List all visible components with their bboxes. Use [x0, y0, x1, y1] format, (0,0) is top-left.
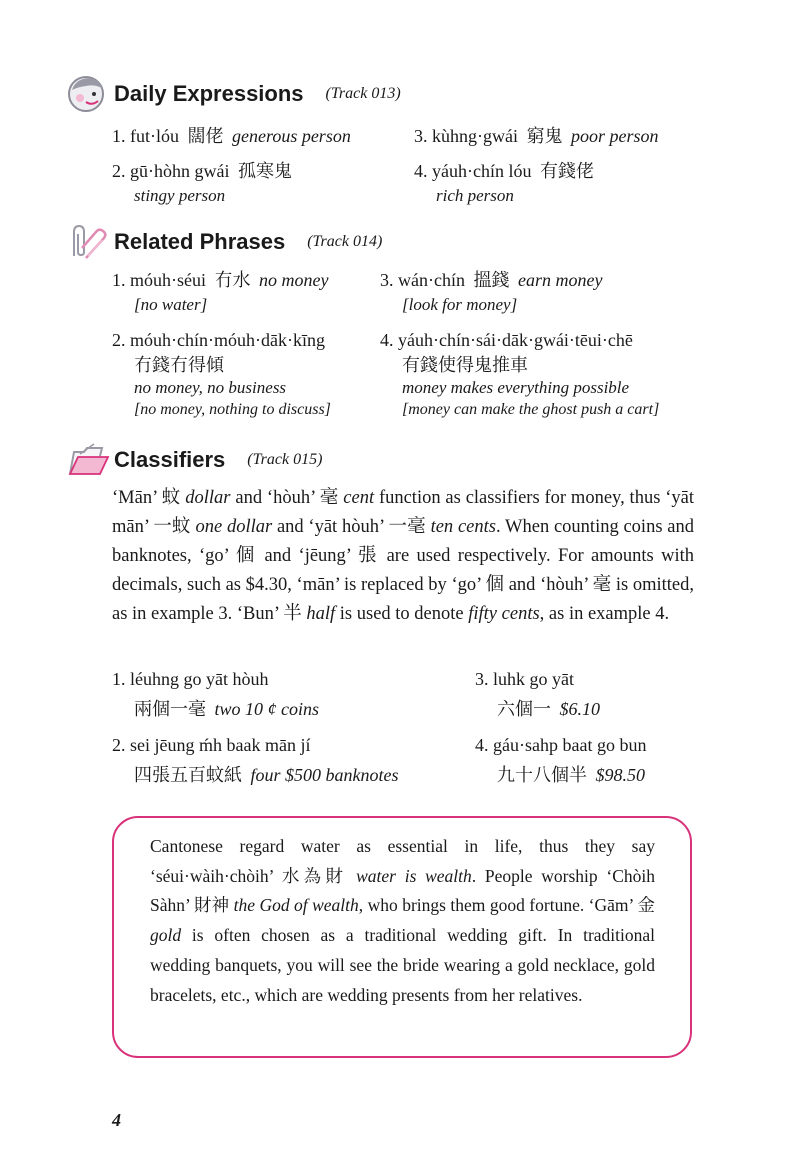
- classifier-example-2-gloss: [134, 763, 399, 787]
- folder-icon: [66, 440, 110, 480]
- chinese-text: 闊佬: [187, 126, 224, 146]
- item-number: 1.: [112, 126, 126, 146]
- daily-item-2: [112, 159, 292, 183]
- classifiers-track: (Track 015): [247, 451, 323, 468]
- english-gloss: two 10 ¢ coins: [214, 699, 320, 719]
- romanization: fut·lóu: [130, 126, 179, 146]
- romanization: móuh·chín·móuh·dāk·kīng: [130, 330, 325, 350]
- item-number: 4.: [414, 161, 428, 181]
- english-gloss: no money: [259, 270, 329, 290]
- paperclip-icon: [66, 222, 110, 262]
- chinese-text: 冇水: [214, 270, 251, 290]
- chinese-text: 搵錢: [473, 270, 510, 290]
- item-number: 2.: [112, 161, 126, 181]
- romanization: kùhng·gwái: [432, 126, 518, 146]
- daily-expressions-title: Daily Expressions: [114, 81, 304, 106]
- item-number: 4.: [475, 735, 489, 755]
- related-item-4-chinese: 有錢使得鬼推車: [402, 355, 528, 375]
- romanization: gū·hòhn gwái: [130, 161, 230, 181]
- daily-item-4: [414, 159, 594, 183]
- item-number: 2.: [112, 735, 126, 755]
- english-gloss: four $500 banknotes: [250, 765, 399, 785]
- english-gloss: earn money: [517, 270, 603, 290]
- cultural-note-text: Cantonese regard water as essential in life, thus they say ‘séui·wàih·chòih’ 水為財 water is wealth. People worship ‘Chòih Sàhn’ 財神 the God of wealth, who brings them good fortune. ‘Gām’ 金 gold is often chosen as a traditional wedding gift. In traditional wedding banquets, you will see the bride wearing a gold necklace, gold bracelets, etc., which are wedding presents from her relatives.: [150, 836, 656, 1005]
- related-phrases-header: [66, 222, 382, 262]
- romanization: yáuh·chín·sái·dāk·gwái·tēui·chē: [398, 330, 633, 350]
- related-item-2: [112, 328, 325, 352]
- classifiers-paragraph: ‘Mān’ 蚊 dollar and ‘hòuh’ 毫 cent function as classifiers for money, thus ‘yāt mān’ 一蚊 one dollar and ‘yāt hòuh’ 一毫 ten cents. When counting coins and banknotes, ‘go’ 個 and ‘jēung’ 張 are used respectively. For amounts with decimals, such as $4.30, ‘mān’ is replaced by ‘go’ 個 and ‘hòuh’ 毫 is omitted, as in example 3. ‘Bun’ 半 half is used to denote fifty cents, as in example 4.: [112, 488, 695, 624]
- related-item-2-english: no money, no business: [134, 378, 287, 397]
- classifier-example-1-gloss: [134, 697, 319, 721]
- romanization: gáu·sahp baat go bun: [493, 735, 647, 755]
- romanization: yáuh·chín lóu: [432, 161, 532, 181]
- item-number: 3.: [475, 669, 489, 689]
- related-item-4-literal: [money can make the ghost push a cart]: [402, 401, 660, 418]
- english-gloss: generous person: [232, 126, 351, 146]
- related-item-2-chinese: 冇錢冇得傾: [134, 355, 224, 375]
- chinese-text: 四張五百蚊紙: [134, 765, 242, 785]
- romanization: léuhng go yāt hòuh: [130, 669, 269, 689]
- related-item-2-literal: [no money, nothing to discuss]: [134, 401, 331, 418]
- english-gloss: $98.50: [595, 765, 645, 785]
- page-number: 4: [112, 1110, 121, 1130]
- related-item-1-literal: [no water]: [134, 295, 208, 314]
- chinese-text: 有錢佬: [539, 161, 594, 181]
- daily-item-3: [414, 124, 659, 148]
- related-item-3-literal: [look for money]: [402, 295, 518, 314]
- chinese-text: 窮鬼: [526, 126, 563, 146]
- daily-item-2-english: stingy person: [134, 186, 226, 205]
- related-item-3: [380, 268, 602, 292]
- face-icon: [66, 74, 110, 114]
- chinese-text: 九十八個半: [497, 765, 587, 785]
- item-number: 2.: [112, 330, 126, 350]
- chinese-text: 孤寒鬼: [237, 161, 292, 181]
- classifier-example-4-gloss: [497, 763, 645, 787]
- english-gloss: poor person: [570, 126, 659, 146]
- classifier-example-3: [475, 667, 574, 691]
- item-number: 1.: [112, 270, 126, 290]
- related-item-4: [380, 328, 633, 352]
- related-item-1: [112, 268, 328, 292]
- daily-item-4-english: rich person: [436, 186, 514, 205]
- classifier-example-4: [475, 733, 646, 757]
- chinese-text: 六個一: [497, 699, 551, 719]
- daily-expressions-track: (Track 013): [325, 85, 401, 102]
- romanization: wán·chín: [398, 270, 465, 290]
- romanization: móuh·séui: [130, 270, 206, 290]
- romanization: luhk go yāt: [493, 669, 574, 689]
- daily-item-1: [112, 124, 351, 148]
- daily-expressions-header: [66, 74, 401, 114]
- item-number: 3.: [414, 126, 428, 146]
- item-number: 3.: [380, 270, 394, 290]
- classifier-example-2: [112, 733, 310, 757]
- classifier-example-3-gloss: [497, 697, 600, 721]
- related-phrases-title: Related Phrases: [114, 229, 286, 254]
- related-item-4-english: money makes everything possible: [402, 378, 630, 397]
- classifiers-title: Classifiers: [114, 447, 226, 472]
- item-number: 4.: [380, 330, 394, 350]
- english-gloss: $6.10: [559, 699, 600, 719]
- item-number: 1.: [112, 669, 126, 689]
- romanization: sei jēung ḿh baak mān jí: [130, 735, 311, 755]
- classifiers-header: [66, 440, 322, 480]
- classifier-example-1: [112, 667, 268, 691]
- chinese-text: 兩個一毫: [134, 699, 206, 719]
- related-phrases-track: (Track 014): [307, 233, 383, 250]
